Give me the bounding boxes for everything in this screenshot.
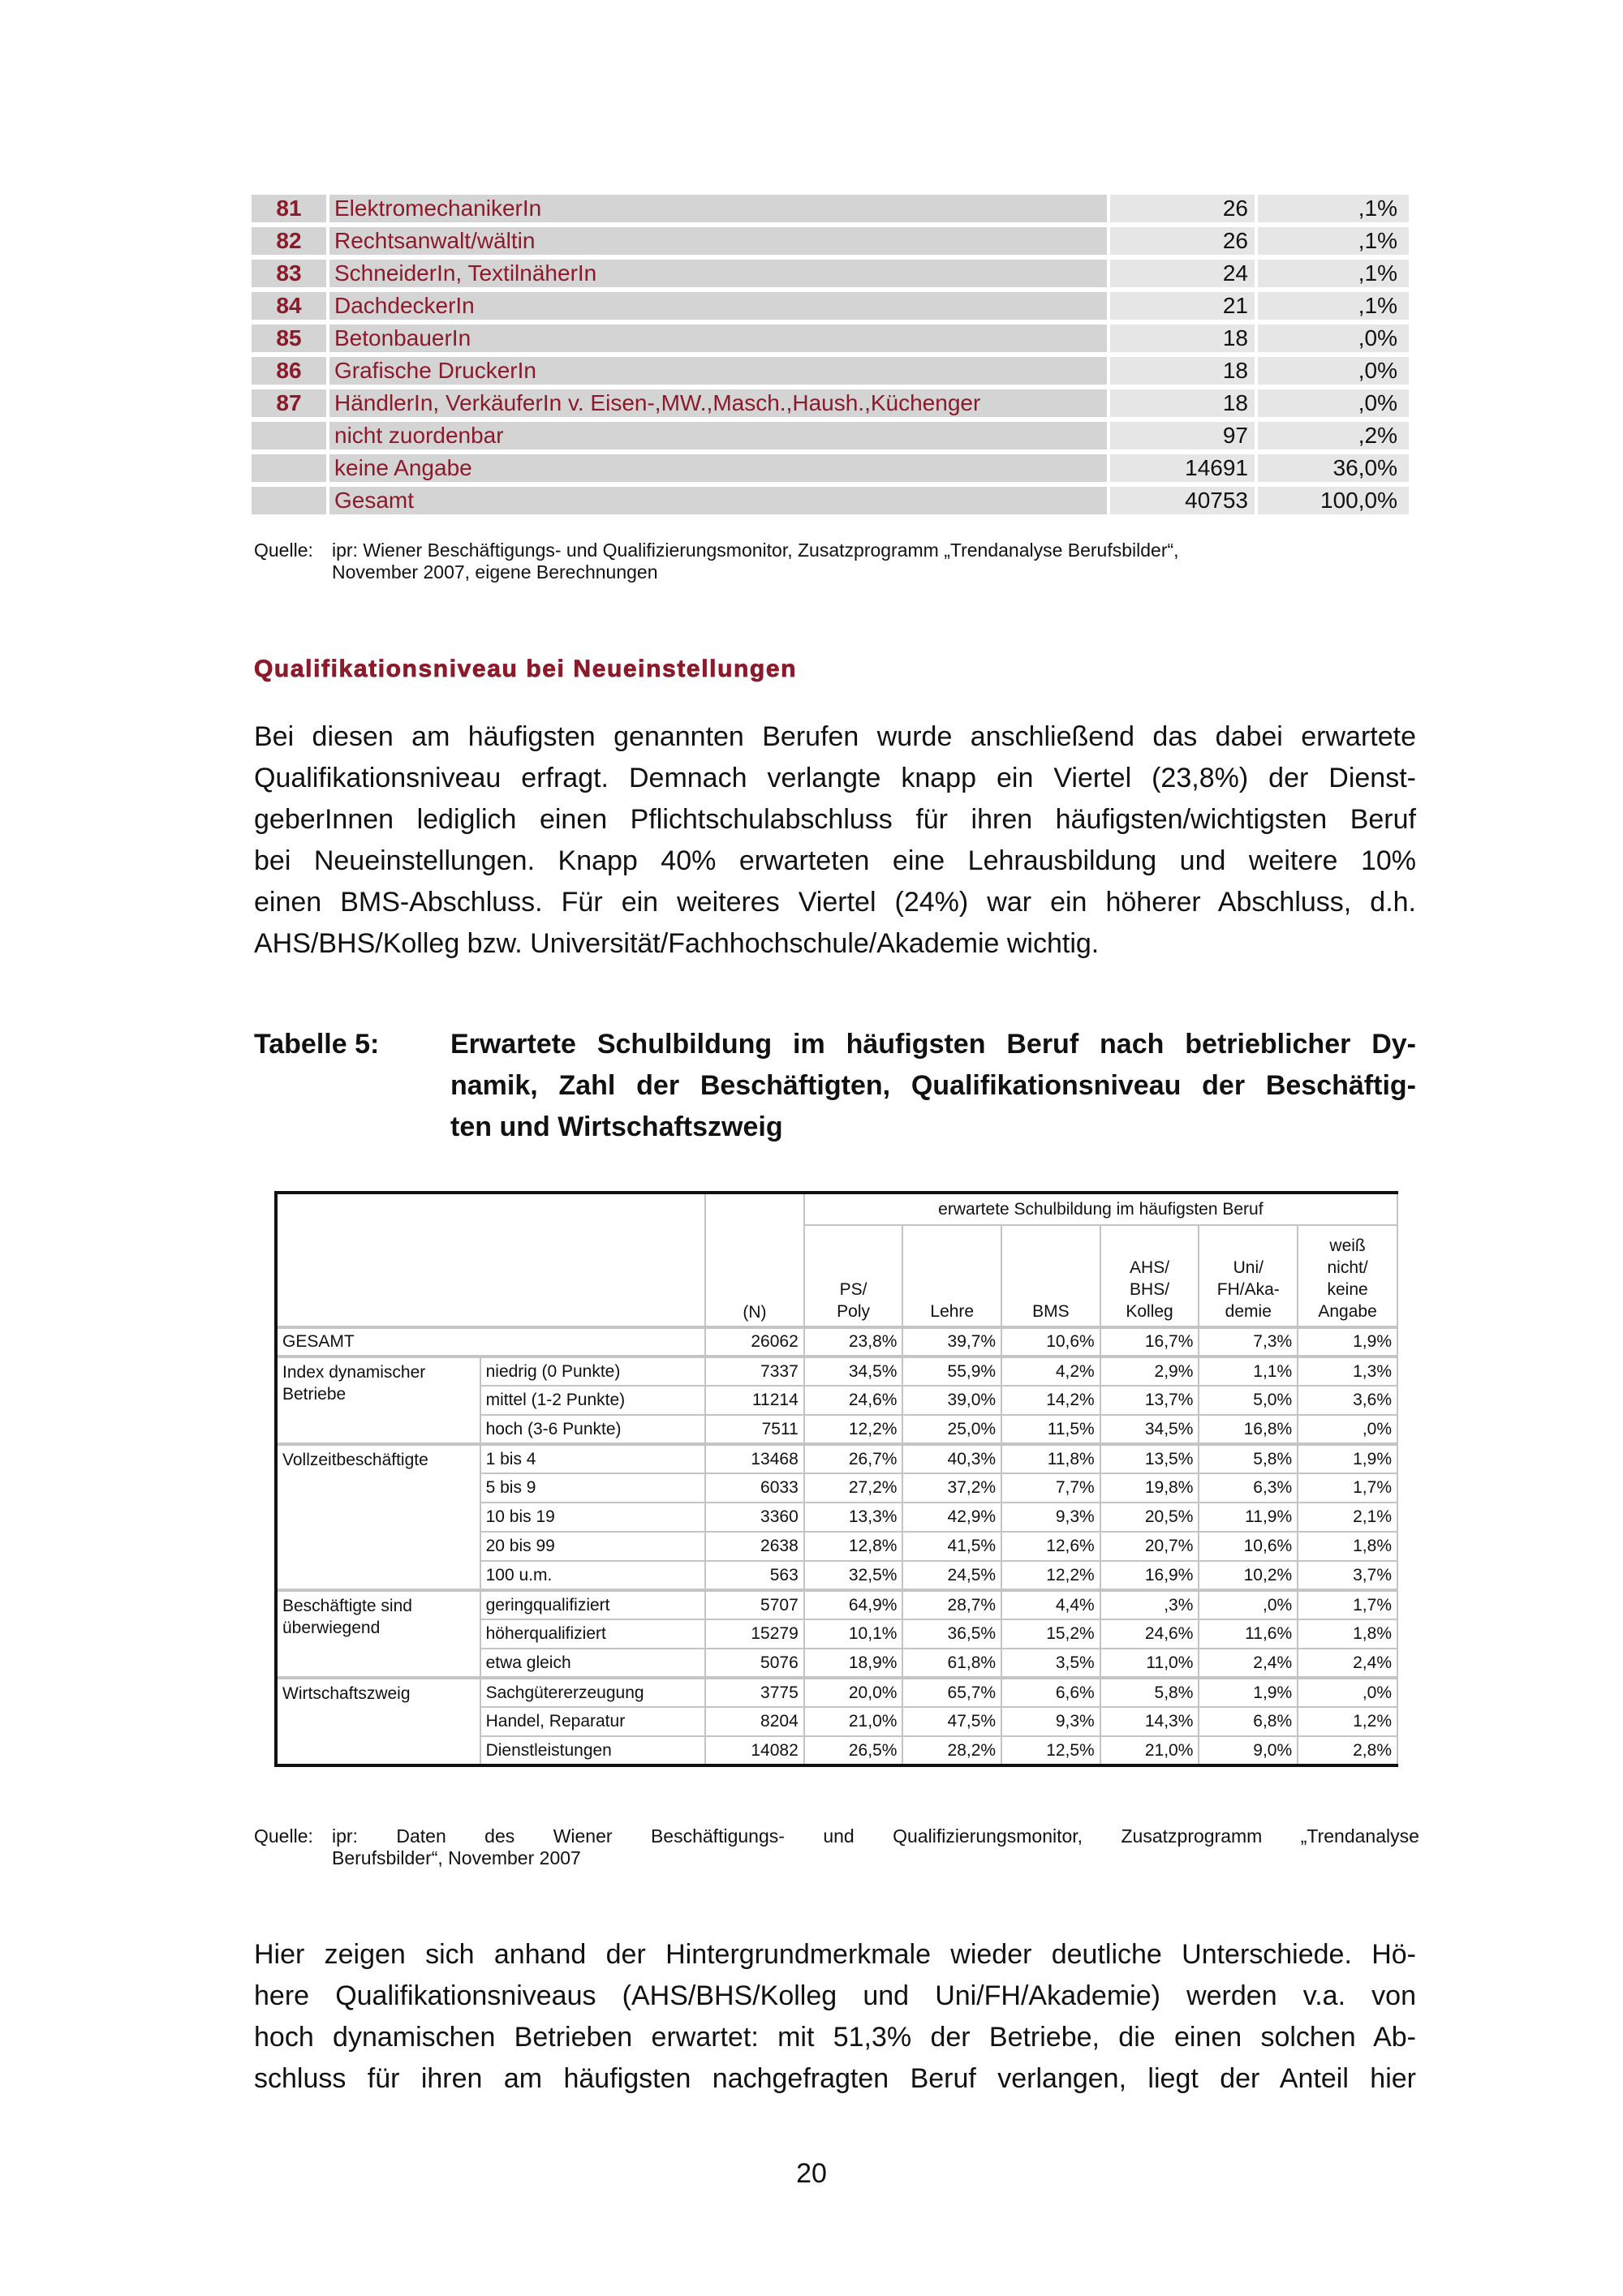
cell-ahs: 13,5% <box>1100 1444 1199 1473</box>
group-label-line: Betriebe <box>282 1385 347 1404</box>
total-value-n: 26062 <box>705 1327 804 1357</box>
total-value-ps: 23,8% <box>804 1327 903 1357</box>
cell-ps: 34,5% <box>804 1357 903 1386</box>
percent-value: ,1% <box>1258 195 1409 222</box>
ranking-row <box>252 260 1414 287</box>
cell-n: 5076 <box>705 1649 804 1678</box>
header-row-span <box>276 1193 1397 1225</box>
cell-ahs: 16,9% <box>1100 1561 1199 1590</box>
cell-wn: 1,3% <box>1298 1357 1397 1386</box>
source-prefix: Quelle: <box>254 540 313 561</box>
cell-n: 3360 <box>705 1503 804 1532</box>
row-label: Handel, Reparatur <box>480 1707 706 1736</box>
cell-n: 13468 <box>705 1444 804 1473</box>
cell-lehre: 40,3% <box>902 1444 1001 1473</box>
column-header-line: AHS/ <box>1130 1258 1170 1277</box>
column-header-line: PS/ <box>839 1280 867 1299</box>
column-header-line: FH/Aka- <box>1216 1280 1280 1299</box>
cell-wn: 1,7% <box>1298 1473 1397 1503</box>
cell-lehre: 55,9% <box>902 1357 1001 1386</box>
cell-ps: 12,8% <box>804 1532 903 1561</box>
group-label-line: überwiegend <box>282 1619 381 1637</box>
cell-ps: 21,0% <box>804 1707 903 1736</box>
paragraph-line: bei Neueinstellungen. Knapp 40% erwarteten eine Lehrausbildung und weitere 10% <box>254 845 1416 876</box>
column-header-line: BHS/ <box>1130 1280 1170 1299</box>
rank-number <box>252 422 326 449</box>
source-note-1 <box>254 540 1423 583</box>
ranking-row <box>252 357 1414 385</box>
cell-wn: 1,9% <box>1298 1444 1397 1473</box>
cell-lehre: 36,5% <box>902 1619 1001 1649</box>
cell-n: 14082 <box>705 1736 804 1765</box>
cell-wn: 2,8% <box>1298 1736 1397 1765</box>
cell-uni: 1,9% <box>1199 1678 1298 1707</box>
column-header-lehre <box>902 1225 1001 1327</box>
table-caption-label: Tabelle 5: <box>254 1029 380 1060</box>
cell-lehre: 65,7% <box>902 1678 1001 1707</box>
column-header-line: BMS <box>1032 1302 1070 1321</box>
count-value: 97 <box>1110 422 1255 449</box>
occupation-label: DachdeckerIn <box>329 292 1107 320</box>
group-label-line: Vollzeitbeschäftigte <box>282 1451 428 1469</box>
ranking-row <box>252 325 1414 352</box>
column-header-ps <box>804 1225 903 1327</box>
cell-wn: 1,8% <box>1298 1619 1397 1649</box>
cell-wn: 3,7% <box>1298 1561 1397 1590</box>
cell-uni: 11,6% <box>1199 1619 1298 1649</box>
rank-number: 87 <box>252 389 326 417</box>
column-header-wn <box>1298 1225 1397 1327</box>
paragraph-line: einen BMS-Abschluss. Für ein weiteres Viertel (24%) war ein höherer Abschluss, d.h. <box>254 887 1416 918</box>
paragraph-line: here Qualifikationsniveaus (AHS/BHS/Kolleg und Uni/FH/Akademie) werden v.a. von <box>254 1980 1416 2011</box>
cell-lehre: 28,7% <box>902 1590 1001 1619</box>
cell-bms: 6,6% <box>1001 1678 1100 1707</box>
column-header-uni <box>1199 1225 1298 1327</box>
cell-n: 7337 <box>705 1357 804 1386</box>
cell-n: 563 <box>705 1561 804 1590</box>
cell-lehre: 39,0% <box>902 1386 1001 1415</box>
group-label <box>276 1678 480 1765</box>
paragraph-line: hoch dynamischen Betrieben erwartet: mit 51,3% der Betriebe, die einen solchen Ab- <box>254 2022 1416 2053</box>
count-value: 40753 <box>1110 487 1255 514</box>
cell-bms: 3,5% <box>1001 1649 1100 1678</box>
cell-n: 5707 <box>705 1590 804 1619</box>
cell-wn: ,0% <box>1298 1678 1397 1707</box>
source-word: Zusatzprogramm <box>1121 1825 1263 1847</box>
column-header-line: nicht/ <box>1327 1258 1368 1277</box>
cell-ps: 18,9% <box>804 1649 903 1678</box>
percent-value: 36,0% <box>1258 454 1409 482</box>
paragraph-line: geberInnen lediglich einen Pflichtschulabschluss für ihren häufigsten/wichtigsten Beruf <box>254 804 1416 835</box>
row-label: 5 bis 9 <box>480 1473 706 1503</box>
cell-ps: 13,3% <box>804 1503 903 1532</box>
cell-uni: 10,2% <box>1199 1561 1298 1590</box>
cell-bms: 14,2% <box>1001 1386 1100 1415</box>
cell-wn: 2,4% <box>1298 1649 1397 1678</box>
cell-n: 11214 <box>705 1386 804 1415</box>
cell-ps: 26,7% <box>804 1444 903 1473</box>
cell-lehre: 42,9% <box>902 1503 1001 1532</box>
count-value: 21 <box>1110 292 1255 320</box>
cell-ahs: 21,0% <box>1100 1736 1199 1765</box>
rank-number: 84 <box>252 292 326 320</box>
cell-ahs: 20,5% <box>1100 1503 1199 1532</box>
caption-line: ten und Wirtschaftszweig <box>450 1111 783 1142</box>
row-label: etwa gleich <box>480 1649 706 1678</box>
source-word: Qualifizierungsmonitor, <box>893 1825 1083 1847</box>
cell-lehre: 24,5% <box>902 1561 1001 1590</box>
cell-ahs: 11,0% <box>1100 1649 1199 1678</box>
cell-uni: 10,6% <box>1199 1532 1298 1561</box>
paragraph-line: Hier zeigen sich anhand der Hintergrundmerkmale wieder deutliche Unterschiede. Hö- <box>254 1939 1416 1970</box>
source-text-line1 <box>332 1825 1419 1847</box>
source-word: Wiener <box>553 1825 613 1847</box>
ranking-row <box>252 454 1414 482</box>
total-value-uni: 7,3% <box>1199 1327 1298 1357</box>
count-value: 18 <box>1110 389 1255 417</box>
cell-bms: 15,2% <box>1001 1619 1100 1649</box>
cell-uni: 6,8% <box>1199 1707 1298 1736</box>
cell-wn: 1,2% <box>1298 1707 1397 1736</box>
count-value: 18 <box>1110 357 1255 385</box>
percent-value: ,0% <box>1258 357 1409 385</box>
cell-uni: 9,0% <box>1199 1736 1298 1765</box>
group-label <box>276 1590 480 1678</box>
column-header-line: Poly <box>837 1302 871 1321</box>
cell-bms: 12,5% <box>1001 1736 1100 1765</box>
group-label <box>276 1357 480 1444</box>
rank-number: 86 <box>252 357 326 385</box>
column-header-n: (N) <box>743 1303 767 1322</box>
percent-value: ,0% <box>1258 389 1409 417</box>
cell-ahs: 2,9% <box>1100 1357 1199 1386</box>
count-value: 24 <box>1110 260 1255 287</box>
count-value: 26 <box>1110 195 1255 222</box>
occupation-label: BetonbauerIn <box>329 325 1107 352</box>
cell-ahs: ,3% <box>1100 1590 1199 1619</box>
table-row <box>276 1444 1397 1473</box>
percent-value: ,1% <box>1258 227 1409 255</box>
table-row <box>276 1357 1397 1386</box>
cell-lehre: 41,5% <box>902 1532 1001 1561</box>
occupation-label: HändlerIn, VerkäuferIn v. Eisen-,MW.,Masch.,Haush.,Küchenger <box>329 389 1107 417</box>
cell-bms: 12,2% <box>1001 1561 1100 1590</box>
row-label: hoch (3-6 Punkte) <box>480 1415 706 1444</box>
ranking-row <box>252 389 1414 417</box>
table-caption <box>254 1024 1423 1148</box>
source-note-2 <box>254 1825 1423 1869</box>
cell-ps: 27,2% <box>804 1473 903 1503</box>
ranking-row <box>252 487 1414 514</box>
source-text-line2: November 2007, eigene Berechnungen <box>332 561 658 583</box>
cell-uni: 16,8% <box>1199 1415 1298 1444</box>
group-label <box>276 1444 480 1590</box>
group-label-line: Beschäftigte sind <box>282 1597 412 1615</box>
column-header-line: demie <box>1225 1302 1272 1321</box>
column-header-line: keine <box>1327 1280 1368 1299</box>
row-label: 20 bis 99 <box>480 1532 706 1561</box>
cell-ahs: 13,7% <box>1100 1386 1199 1415</box>
cell-n: 3775 <box>705 1678 804 1707</box>
total-row <box>276 1327 1397 1357</box>
percent-value: 100,0% <box>1258 487 1409 514</box>
paragraph-line: Bei diesen am häufigsten genannten Berufen wurde anschließend das dabei erwartete <box>254 721 1416 752</box>
cell-ahs: 5,8% <box>1100 1678 1199 1707</box>
cell-bms: 11,5% <box>1001 1415 1100 1444</box>
occupation-label: ElektromechanikerIn <box>329 195 1107 222</box>
percent-value: ,0% <box>1258 325 1409 352</box>
cell-ps: 64,9% <box>804 1590 903 1619</box>
cell-ps: 24,6% <box>804 1386 903 1415</box>
source-text-line1: ipr: Wiener Beschäftigungs- und Qualifizierungsmonitor, Zusatzprogramm „Trendanalyse Berufsbilder“, <box>332 540 1179 561</box>
row-label: 10 bis 19 <box>480 1503 706 1532</box>
rank-number: 85 <box>252 325 326 352</box>
cell-ahs: 14,3% <box>1100 1707 1199 1736</box>
cell-ahs: 20,7% <box>1100 1532 1199 1561</box>
cell-wn: 2,1% <box>1298 1503 1397 1532</box>
cell-n: 2638 <box>705 1532 804 1561</box>
row-label: 1 bis 4 <box>480 1444 706 1473</box>
total-value-lehre: 39,7% <box>902 1327 1001 1357</box>
cell-ps: 26,5% <box>804 1736 903 1765</box>
occupation-label: keine Angabe <box>329 454 1107 482</box>
cell-ps: 32,5% <box>804 1561 903 1590</box>
cell-lehre: 47,5% <box>902 1707 1001 1736</box>
cell-ps: 12,2% <box>804 1415 903 1444</box>
source-word: „Trendanalyse <box>1300 1825 1419 1847</box>
column-header-ahs <box>1100 1225 1199 1327</box>
percent-value: ,1% <box>1258 292 1409 320</box>
occupation-label: Grafische DruckerIn <box>329 357 1107 385</box>
row-label: 100 u.m. <box>480 1561 706 1590</box>
total-value-wn: 1,9% <box>1298 1327 1397 1357</box>
cell-ahs: 34,5% <box>1100 1415 1199 1444</box>
table-row <box>276 1590 1397 1619</box>
row-label: höherqualifiziert <box>480 1619 706 1649</box>
total-value-ahs: 16,7% <box>1100 1327 1199 1357</box>
cell-uni: ,0% <box>1199 1590 1298 1619</box>
cell-n: 6033 <box>705 1473 804 1503</box>
caption-line: namik, Zahl der Beschäftigten, Qualifikationsniveau der Beschäftig- <box>450 1070 1416 1101</box>
cell-uni: 6,3% <box>1199 1473 1298 1503</box>
row-label: niedrig (0 Punkte) <box>480 1357 706 1386</box>
cell-lehre: 37,2% <box>902 1473 1001 1503</box>
row-label: Dienstleistungen <box>480 1736 706 1765</box>
rank-number: 83 <box>252 260 326 287</box>
row-label: geringqualifiziert <box>480 1590 706 1619</box>
percent-value: ,2% <box>1258 422 1409 449</box>
source-word: Daten <box>396 1825 446 1847</box>
cell-wn: 3,6% <box>1298 1386 1397 1415</box>
occupation-label: nicht zuordenbar <box>329 422 1107 449</box>
cell-bms: 9,3% <box>1001 1707 1100 1736</box>
source-word: ipr: <box>332 1825 358 1847</box>
paragraph-line: AHS/BHS/Kolleg bzw. Universität/Fachhochschule/Akademie wichtig. <box>254 928 1100 959</box>
rank-number <box>252 454 326 482</box>
row-label: mittel (1-2 Punkte) <box>480 1386 706 1415</box>
total-label: GESAMT <box>276 1327 705 1357</box>
cell-uni: 5,0% <box>1199 1386 1298 1415</box>
cell-bms: 4,2% <box>1001 1357 1100 1386</box>
rank-number <box>252 487 326 514</box>
paragraph-line: schluss für ihren am häufigsten nachgefragten Beruf verlangen, liegt der Anteil hier <box>254 2063 1416 2094</box>
occupation-label: SchneiderIn, TextilnäherIn <box>329 260 1107 287</box>
row-label: Sachgütererzeugung <box>480 1678 706 1707</box>
column-header-line: Angabe <box>1318 1302 1377 1321</box>
span-header: erwartete Schulbildung im häufigsten Beruf <box>804 1193 1397 1225</box>
column-header-line: weiß <box>1329 1236 1366 1255</box>
header-blank-cell <box>276 1193 705 1327</box>
cell-ps: 10,1% <box>804 1619 903 1649</box>
cell-ps: 20,0% <box>804 1678 903 1707</box>
cell-uni: 5,8% <box>1199 1444 1298 1473</box>
education-expectation-table <box>274 1191 1398 1767</box>
ranking-row <box>252 195 1414 222</box>
percent-value: ,1% <box>1258 260 1409 287</box>
cell-uni: 11,9% <box>1199 1503 1298 1532</box>
occupation-ranking-table <box>252 195 1414 519</box>
paragraph-1 <box>254 716 1416 965</box>
total-value-bms: 10,6% <box>1001 1327 1100 1357</box>
cell-n: 7511 <box>705 1415 804 1444</box>
rank-number: 82 <box>252 227 326 255</box>
cell-bms: 9,3% <box>1001 1503 1100 1532</box>
cell-wn: ,0% <box>1298 1415 1397 1444</box>
source-prefix: Quelle: <box>254 1825 313 1847</box>
cell-lehre: 61,8% <box>902 1649 1001 1678</box>
cell-wn: 1,8% <box>1298 1532 1397 1561</box>
cell-bms: 11,8% <box>1001 1444 1100 1473</box>
ranking-row <box>252 292 1414 320</box>
count-value: 18 <box>1110 325 1255 352</box>
paragraph-line: Qualifikationsniveau erfragt. Demnach verlangte knapp ein Viertel (23,8%) der Dienst- <box>254 763 1416 793</box>
table-caption-text <box>450 1024 1416 1148</box>
column-header-line: Kolleg <box>1126 1302 1173 1321</box>
cell-wn: 1,7% <box>1298 1590 1397 1619</box>
ranking-row <box>252 227 1414 255</box>
rank-number: 81 <box>252 195 326 222</box>
occupation-label: Rechtsanwalt/wältin <box>329 227 1107 255</box>
group-label-line: Wirtschaftszweig <box>282 1684 411 1703</box>
page-number: 20 <box>796 2158 827 2189</box>
cell-ahs: 19,8% <box>1100 1473 1199 1503</box>
section-heading: Qualifikationsniveau bei Neueinstellungen <box>254 656 798 682</box>
column-header-bms <box>1001 1225 1100 1327</box>
cell-ahs: 24,6% <box>1100 1619 1199 1649</box>
cell-uni: 1,1% <box>1199 1357 1298 1386</box>
source-word: Beschäftigungs- <box>650 1825 785 1847</box>
ranking-row <box>252 422 1414 449</box>
cell-uni: 2,4% <box>1199 1649 1298 1678</box>
source-text-line2: Berufsbilder“, November 2007 <box>332 1847 581 1868</box>
cell-lehre: 28,2% <box>902 1736 1001 1765</box>
cell-lehre: 25,0% <box>902 1415 1001 1444</box>
group-label-line: Index dynamischer <box>282 1363 426 1382</box>
cell-n: 8204 <box>705 1707 804 1736</box>
header-blank-n <box>705 1193 804 1327</box>
cell-bms: 4,4% <box>1001 1590 1100 1619</box>
cell-bms: 12,6% <box>1001 1532 1100 1561</box>
caption-line: Erwartete Schulbildung im häufigsten Beruf nach betrieblicher Dy- <box>450 1029 1416 1060</box>
source-word: und <box>823 1825 855 1847</box>
count-value: 26 <box>1110 227 1255 255</box>
cell-n: 15279 <box>705 1619 804 1649</box>
paragraph-2 <box>254 1934 1416 2100</box>
cell-bms: 7,7% <box>1001 1473 1100 1503</box>
column-header-line: Lehre <box>930 1302 975 1321</box>
count-value: 14691 <box>1110 454 1255 482</box>
source-word: des <box>484 1825 515 1847</box>
table-row <box>276 1678 1397 1707</box>
column-header-line: Uni/ <box>1233 1258 1264 1277</box>
occupation-label: Gesamt <box>329 487 1107 514</box>
